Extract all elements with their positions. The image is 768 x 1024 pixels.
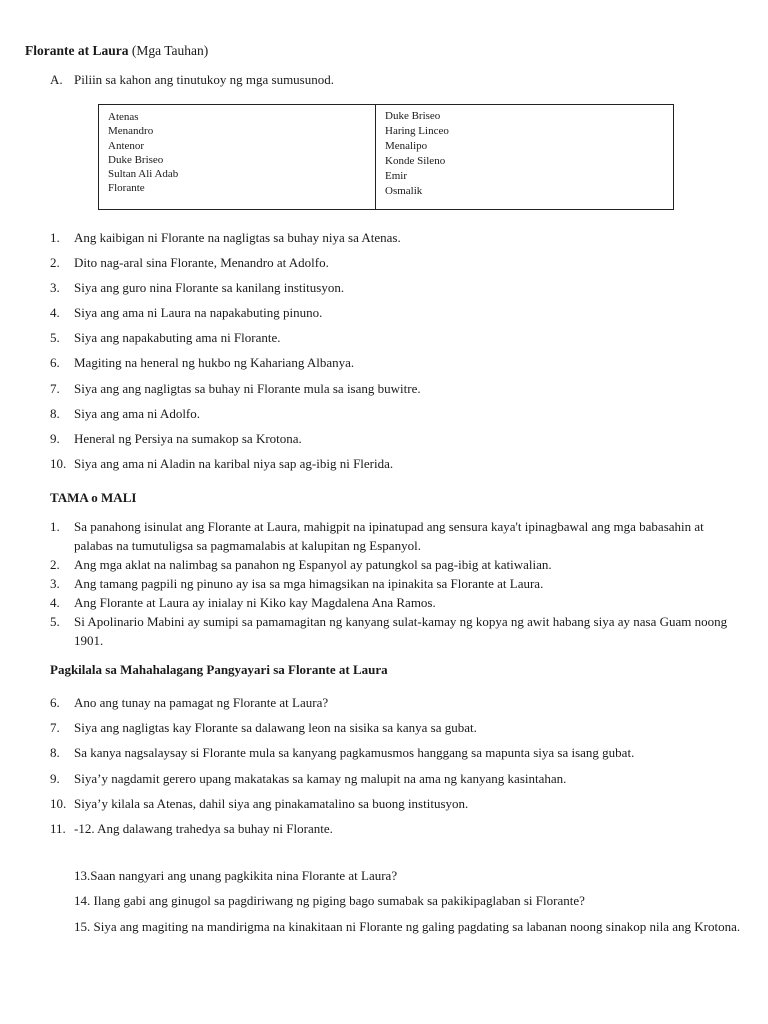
choices-box xyxy=(98,104,674,210)
part-a-label: A. xyxy=(50,72,63,87)
question-15: 15. Siya ang magiting na mandirigma na kinakitaan ni Florante ng galing pagdating sa labanan noong sinakop nila ang Krotona. xyxy=(74,919,741,934)
choice-item: Antenor xyxy=(108,139,145,152)
item-number: 10. xyxy=(50,455,67,471)
question-item xyxy=(50,715,740,740)
item-number: 1. xyxy=(50,519,60,534)
item-number: 9. xyxy=(50,430,60,446)
part-a-list xyxy=(50,229,421,480)
item-number: 6. xyxy=(50,355,60,371)
choices-left-column xyxy=(99,105,376,209)
item-text: -12. Ang dalawang trahedya sa buhay ni Florante. xyxy=(74,821,333,837)
choice-item: Duke Briseo xyxy=(385,110,441,122)
choice-item: Duke Briseo xyxy=(108,153,164,166)
item-text: Siya ang nagligtas kay Florante sa dalawang leon na sisika sa kanya sa gubat. xyxy=(74,720,477,736)
item-text: Ang mga aklat na nalimbag sa panahon ng Espanyol ay patungkol sa pag-ibig at katiwalian. xyxy=(74,557,552,572)
item-text: Ang kaibigan ni Florante na nagligtas sa buhay niya sa Atenas. xyxy=(74,230,401,245)
item-number: 7. xyxy=(50,720,60,736)
item-text: Siya ang ama ni Laura na napakabuting pinuno. xyxy=(74,305,323,321)
item-text: Ang Florante at Laura ay inialay ni Kiko kay Magdalena Ana Ramos. xyxy=(74,595,436,610)
item-text: Siya ang guro nina Florante sa kanilang institusyon. xyxy=(74,280,345,296)
statement-item xyxy=(50,517,740,555)
item-number: 4. xyxy=(50,595,60,610)
choice-item: Osmalik xyxy=(385,185,423,197)
item-text: Dito nag-aral sina Florante, Menandro at Adolfo. xyxy=(74,255,329,271)
choice-item: Haring Linceo xyxy=(385,125,449,137)
statement-item xyxy=(50,612,740,650)
statement-item xyxy=(50,555,740,574)
question-item xyxy=(50,690,740,715)
item-number: 3. xyxy=(50,576,60,591)
choice-item: Menandro xyxy=(108,125,154,138)
question-item xyxy=(50,329,421,354)
item-text: Siya ang ang nagligtas sa buhay ni Florante mula sa isang buwitre. xyxy=(74,380,421,396)
choice-item: Menalipo xyxy=(385,140,428,152)
part-a-instruction xyxy=(50,72,334,88)
tama-mali-list xyxy=(50,517,740,650)
item-number: 9. xyxy=(50,770,60,786)
question-item xyxy=(50,430,421,455)
choice-item: Emir xyxy=(385,170,407,182)
item-text: Siya ang napakabuting ama ni Florante. xyxy=(74,330,281,346)
item-number: 10. xyxy=(50,795,67,811)
item-text: Heneral ng Persiya na sumakop sa Krotona. xyxy=(74,430,302,446)
item-text: Si Apolinario Mabini ay sumipi sa pamamagitan ng kanyang sulat-kamay ng kopya ng awit habang siya ay nasa Guam noong 1901. xyxy=(74,614,728,648)
question-item xyxy=(50,304,421,329)
statement-item xyxy=(50,593,740,612)
item-number: 7. xyxy=(50,380,60,396)
item-number: 1. xyxy=(50,230,60,245)
item-number: 8. xyxy=(50,745,60,761)
item-number: 3. xyxy=(50,280,60,296)
item-number: 5. xyxy=(50,330,60,346)
question-13: 13.Saan nangyari ang unang pagkikita nina Florante at Laura? xyxy=(74,868,398,883)
question-item xyxy=(50,229,421,254)
question-item xyxy=(50,254,421,279)
item-text: Sa kanya nagsalaysay si Florante mula sa kanyang pagkamusmos hanggang sa mapunta siya sa isang gubat. xyxy=(74,745,635,761)
question-item xyxy=(50,354,421,379)
question-14: 14. Ilang gabi ang ginugol sa pagdiriwang ng piging bago sumabak sa pakikipaglaban si Florante? xyxy=(74,893,585,908)
title-bold: Florante at Laura xyxy=(25,43,129,58)
item-text: Siya’y nagdamit gerero upang makatakas sa kamay ng malupit na ama ng kanyang kasintahan. xyxy=(74,770,567,786)
item-number: 2. xyxy=(50,557,60,572)
item-number: 2. xyxy=(50,255,60,271)
item-text: Siya ang ama ni Aladin na karibal niya sap ag-ibig ni Flerida. xyxy=(74,455,394,471)
item-text: Siya’y kilala sa Atenas, dahil siya ang pinakamatalino sa buong institusyon. xyxy=(74,795,469,811)
item-text: Magiting na heneral ng hukbo ng Kahariang Albanya. xyxy=(74,355,355,371)
choice-item: Atenas xyxy=(108,111,139,123)
item-number: 5. xyxy=(50,614,60,629)
choice-item: Sultan Ali Adab xyxy=(108,168,179,181)
question-item xyxy=(50,405,421,430)
item-number: 8. xyxy=(50,405,60,421)
choice-item: Florante xyxy=(108,182,145,195)
question-item xyxy=(50,766,740,791)
item-text: Sa panahong isinulat ang Florante at Laura, mahigpit na ipinatupad ang sensura kaya't ipinagbawal ang mga babasahin at palabas na tumutuligsa sa pagmamalabis at kalupitan ng Espanyol. xyxy=(74,519,704,553)
question-item xyxy=(50,380,421,405)
pagkilala-title: Pagkilala sa Mahahalagang Pangyayari sa Florante at Laura xyxy=(50,662,388,677)
item-number: 6. xyxy=(50,695,60,710)
statement-item xyxy=(50,574,740,593)
item-text: Ang tamang pagpili ng pinuno ay isa sa mga himagsikan na ipinakita sa Florante at Laura. xyxy=(74,576,544,591)
item-text: Siya ang ama ni Adolfo. xyxy=(74,405,201,421)
item-text: Ano ang tunay na pamagat ng Florante at Laura? xyxy=(74,695,329,710)
question-item xyxy=(50,740,740,765)
question-item xyxy=(50,279,421,304)
pagkilala-list xyxy=(50,690,740,841)
question-item xyxy=(50,791,740,816)
tama-mali-title: TAMA o MALI xyxy=(50,490,137,505)
item-number: 11. xyxy=(50,821,66,837)
question-item xyxy=(50,816,740,841)
part-a-instruction-text: Piliin sa kahon ang tinutukoy ng mga sumusunod. xyxy=(74,72,334,87)
choices-right-column xyxy=(376,105,673,209)
title-subtitle: (Mga Tauhan) xyxy=(131,43,209,58)
choice-item: Konde Sileno xyxy=(385,155,446,167)
item-number: 4. xyxy=(50,305,60,321)
document-title xyxy=(25,43,208,59)
question-item xyxy=(50,455,421,480)
